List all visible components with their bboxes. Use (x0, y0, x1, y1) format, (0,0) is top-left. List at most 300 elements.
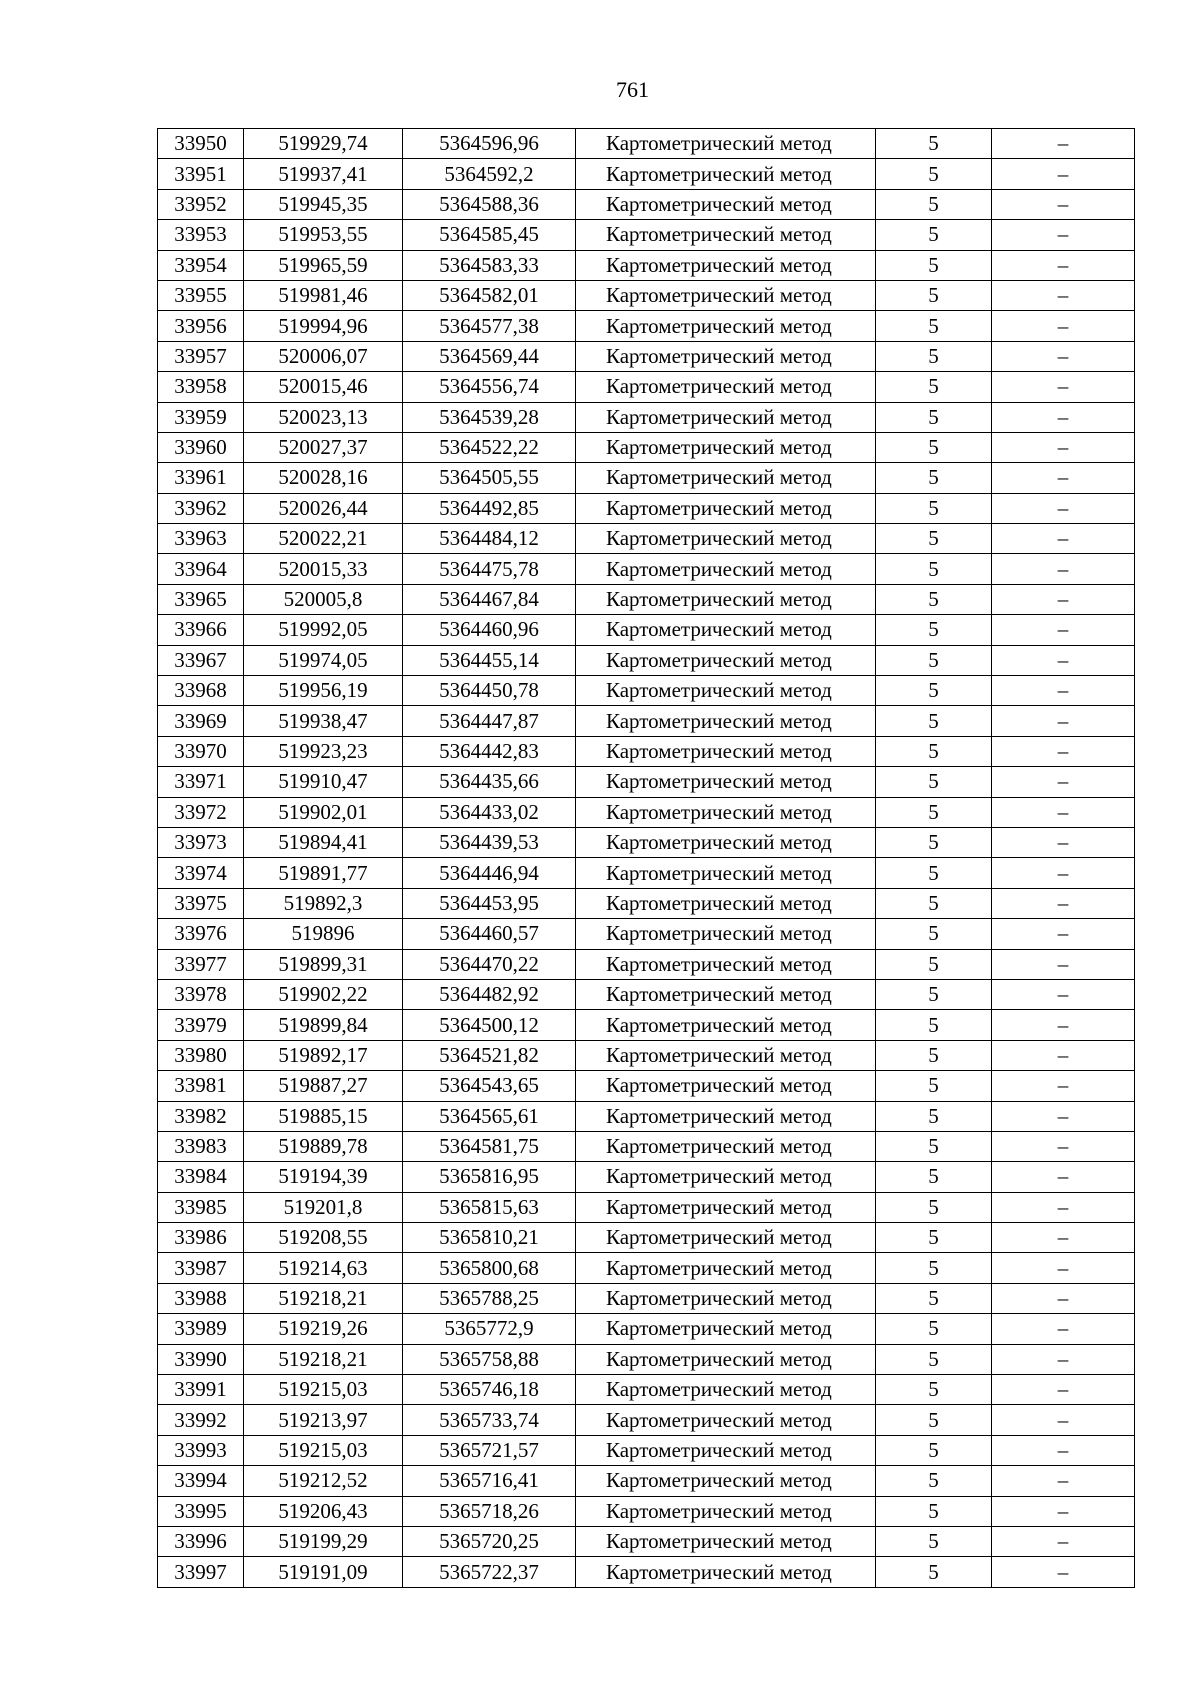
accuracy-cell: 5 (876, 1223, 992, 1253)
description-cell: – (992, 524, 1135, 554)
description-cell: – (992, 676, 1135, 706)
x-coordinate-cell: 519194,39 (244, 1162, 403, 1192)
description-cell: – (992, 1071, 1135, 1101)
x-coordinate-cell: 520027,37 (244, 432, 403, 462)
point-number-cell: 33960 (158, 432, 244, 462)
description-cell: – (992, 1101, 1135, 1131)
description-cell: – (992, 1131, 1135, 1161)
table-row (158, 280, 1135, 310)
method-cell (576, 858, 876, 888)
accuracy-cell: 5 (876, 220, 992, 250)
y-coordinate-cell: 5364442,83 (403, 736, 576, 766)
table-row (158, 736, 1135, 766)
table-row (158, 432, 1135, 462)
y-coordinate-cell: 5365716,41 (403, 1466, 576, 1496)
point-number-cell: 33971 (158, 767, 244, 797)
table-row (158, 1071, 1135, 1101)
method-label: Картометрический метод (606, 313, 832, 338)
x-coordinate-cell: 519945,35 (244, 189, 403, 219)
table-row (158, 584, 1135, 614)
x-coordinate-cell: 520005,8 (244, 584, 403, 614)
y-coordinate-cell: 5364467,84 (403, 584, 576, 614)
x-coordinate-cell: 519892,17 (244, 1040, 403, 1070)
table-row (158, 1010, 1135, 1040)
x-coordinate-cell: 519929,74 (244, 129, 403, 159)
y-coordinate-cell: 5365788,25 (403, 1283, 576, 1313)
table-row (158, 311, 1135, 341)
x-coordinate-cell: 519885,15 (244, 1101, 403, 1131)
accuracy-cell: 5 (876, 1253, 992, 1283)
method-cell (576, 949, 876, 979)
description-cell: – (992, 584, 1135, 614)
description-cell: – (992, 1223, 1135, 1253)
point-number-cell: 33981 (158, 1071, 244, 1101)
method-cell (576, 524, 876, 554)
point-number-cell: 33965 (158, 584, 244, 614)
x-coordinate-cell: 519923,23 (244, 736, 403, 766)
y-coordinate-cell: 5364539,28 (403, 402, 576, 432)
x-coordinate-cell: 519199,29 (244, 1526, 403, 1556)
method-label: Картометрический метод (606, 1255, 832, 1280)
x-coordinate-cell: 520006,07 (244, 341, 403, 371)
method-label: Картометрический метод (606, 951, 832, 976)
x-coordinate-cell: 520023,13 (244, 402, 403, 432)
accuracy-cell: 5 (876, 949, 992, 979)
accuracy-cell: 5 (876, 979, 992, 1009)
x-coordinate-cell: 519994,96 (244, 311, 403, 341)
method-cell (576, 584, 876, 614)
y-coordinate-cell: 5365816,95 (403, 1162, 576, 1192)
y-coordinate-cell: 5364585,45 (403, 220, 576, 250)
description-cell: – (992, 645, 1135, 675)
y-coordinate-cell: 5365722,37 (403, 1557, 576, 1587)
description-cell: – (992, 706, 1135, 736)
accuracy-cell: 5 (876, 1314, 992, 1344)
method-cell (576, 1131, 876, 1161)
point-number-cell: 33976 (158, 919, 244, 949)
accuracy-cell: 5 (876, 129, 992, 159)
point-number-cell: 33997 (158, 1557, 244, 1587)
table-row (158, 1557, 1135, 1587)
point-number-cell: 33996 (158, 1526, 244, 1556)
description-cell: – (992, 1040, 1135, 1070)
table-row (158, 858, 1135, 888)
point-number-cell: 33986 (158, 1223, 244, 1253)
point-number-cell: 33993 (158, 1435, 244, 1465)
description-cell: – (992, 1405, 1135, 1435)
y-coordinate-cell: 5364596,96 (403, 129, 576, 159)
method-label: Картометрический метод (606, 1134, 832, 1159)
method-label: Картометрический метод (606, 404, 832, 429)
method-label: Картометрический метод (606, 374, 832, 399)
x-coordinate-cell: 519191,09 (244, 1557, 403, 1587)
accuracy-cell: 5 (876, 858, 992, 888)
y-coordinate-cell: 5364482,92 (403, 979, 576, 1009)
x-coordinate-cell: 519974,05 (244, 645, 403, 675)
y-coordinate-cell: 5364500,12 (403, 1010, 576, 1040)
x-coordinate-cell: 519992,05 (244, 615, 403, 645)
accuracy-cell: 5 (876, 1162, 992, 1192)
point-number-cell: 33959 (158, 402, 244, 432)
x-coordinate-cell: 519902,01 (244, 797, 403, 827)
y-coordinate-cell: 5364583,33 (403, 250, 576, 280)
point-number-cell: 33954 (158, 250, 244, 280)
y-coordinate-cell: 5364475,78 (403, 554, 576, 584)
accuracy-cell: 5 (876, 676, 992, 706)
table-row (158, 493, 1135, 523)
y-coordinate-cell: 5364470,22 (403, 949, 576, 979)
point-number-cell: 33979 (158, 1010, 244, 1040)
y-coordinate-cell: 5364577,38 (403, 311, 576, 341)
description-cell: – (992, 432, 1135, 462)
table-row (158, 645, 1135, 675)
y-coordinate-cell: 5364433,02 (403, 797, 576, 827)
x-coordinate-cell: 519965,59 (244, 250, 403, 280)
method-cell (576, 1375, 876, 1405)
accuracy-cell: 5 (876, 827, 992, 857)
method-cell (576, 250, 876, 280)
x-coordinate-cell: 519206,43 (244, 1496, 403, 1526)
accuracy-cell: 5 (876, 463, 992, 493)
description-cell: – (992, 129, 1135, 159)
y-coordinate-cell: 5364565,61 (403, 1101, 576, 1131)
table-row (158, 1283, 1135, 1313)
table-row (158, 827, 1135, 857)
point-number-cell: 33973 (158, 827, 244, 857)
method-cell (576, 1435, 876, 1465)
method-cell (576, 1192, 876, 1222)
method-label: Картометрический метод (606, 1529, 832, 1554)
description-cell: – (992, 554, 1135, 584)
method-cell (576, 220, 876, 250)
point-number-cell: 33969 (158, 706, 244, 736)
y-coordinate-cell: 5364581,75 (403, 1131, 576, 1161)
description-cell: – (992, 919, 1135, 949)
accuracy-cell: 5 (876, 584, 992, 614)
method-label: Картометрический метод (606, 283, 832, 308)
description-cell: – (992, 1496, 1135, 1526)
method-label: Картометрический метод (606, 921, 832, 946)
description-cell: – (992, 1192, 1135, 1222)
y-coordinate-cell: 5364569,44 (403, 341, 576, 371)
description-cell: – (992, 1314, 1135, 1344)
method-label: Картометрический метод (606, 1225, 832, 1250)
description-cell: – (992, 736, 1135, 766)
y-coordinate-cell: 5364460,57 (403, 919, 576, 949)
accuracy-cell: 5 (876, 1466, 992, 1496)
point-number-cell: 33952 (158, 189, 244, 219)
accuracy-cell: 5 (876, 1435, 992, 1465)
table-row (158, 554, 1135, 584)
method-cell (576, 1283, 876, 1313)
method-label: Картометрический метод (606, 1164, 832, 1189)
x-coordinate-cell: 520015,33 (244, 554, 403, 584)
method-cell (576, 645, 876, 675)
x-coordinate-cell: 519899,84 (244, 1010, 403, 1040)
x-coordinate-cell: 519899,31 (244, 949, 403, 979)
table-row (158, 949, 1135, 979)
description-cell: – (992, 949, 1135, 979)
table-row (158, 250, 1135, 280)
description-cell: – (992, 1375, 1135, 1405)
method-cell (576, 1557, 876, 1587)
method-label: Картометрический метод (606, 799, 832, 824)
x-coordinate-cell: 519891,77 (244, 858, 403, 888)
accuracy-cell: 5 (876, 402, 992, 432)
method-cell (576, 706, 876, 736)
method-label: Картометрический метод (606, 556, 832, 581)
method-label: Картометрический метод (606, 495, 832, 520)
point-number-cell: 33989 (158, 1314, 244, 1344)
accuracy-cell: 5 (876, 280, 992, 310)
table-row (158, 1496, 1135, 1526)
y-coordinate-cell: 5365746,18 (403, 1375, 576, 1405)
point-number-cell: 33991 (158, 1375, 244, 1405)
point-number-cell: 33990 (158, 1344, 244, 1374)
y-coordinate-cell: 5364521,82 (403, 1040, 576, 1070)
method-label: Картометрический метод (606, 982, 832, 1007)
accuracy-cell: 5 (876, 311, 992, 341)
method-label: Картометрический метод (606, 1316, 832, 1341)
y-coordinate-cell: 5364484,12 (403, 524, 576, 554)
table-row (158, 1162, 1135, 1192)
description-cell: – (992, 250, 1135, 280)
table-row (158, 1192, 1135, 1222)
accuracy-cell: 5 (876, 736, 992, 766)
method-cell (576, 676, 876, 706)
y-coordinate-cell: 5364446,94 (403, 858, 576, 888)
accuracy-cell: 5 (876, 1526, 992, 1556)
method-cell (576, 1071, 876, 1101)
method-label: Картометрический метод (606, 1498, 832, 1523)
x-coordinate-cell: 519218,21 (244, 1283, 403, 1313)
method-cell (576, 1010, 876, 1040)
x-coordinate-cell: 519887,27 (244, 1071, 403, 1101)
accuracy-cell: 5 (876, 341, 992, 371)
y-coordinate-cell: 5364435,66 (403, 767, 576, 797)
y-coordinate-cell: 5364556,74 (403, 372, 576, 402)
table-row (158, 372, 1135, 402)
x-coordinate-cell: 519213,97 (244, 1405, 403, 1435)
accuracy-cell: 5 (876, 645, 992, 675)
method-label: Картометрический метод (606, 252, 832, 277)
x-coordinate-cell: 519981,46 (244, 280, 403, 310)
accuracy-cell: 5 (876, 888, 992, 918)
accuracy-cell: 5 (876, 1557, 992, 1587)
table-row (158, 1101, 1135, 1131)
table-row (158, 1040, 1135, 1070)
table-row (158, 676, 1135, 706)
method-label: Картометрический метод (606, 769, 832, 794)
accuracy-cell: 5 (876, 1344, 992, 1374)
y-coordinate-cell: 5364450,78 (403, 676, 576, 706)
table-row (158, 1131, 1135, 1161)
y-coordinate-cell: 5364505,55 (403, 463, 576, 493)
method-label: Картометрический метод (606, 1042, 832, 1067)
description-cell: – (992, 341, 1135, 371)
table-row (158, 129, 1135, 159)
point-number-cell: 33978 (158, 979, 244, 1009)
accuracy-cell: 5 (876, 372, 992, 402)
method-label: Картометрический метод (606, 191, 832, 216)
method-label: Картометрический метод (606, 860, 832, 885)
accuracy-cell: 5 (876, 1283, 992, 1313)
table-row (158, 706, 1135, 736)
table-row (158, 919, 1135, 949)
y-coordinate-cell: 5364582,01 (403, 280, 576, 310)
y-coordinate-cell: 5364447,87 (403, 706, 576, 736)
method-label: Картометрический метод (606, 1377, 832, 1402)
table-row (158, 402, 1135, 432)
x-coordinate-cell: 519201,8 (244, 1192, 403, 1222)
accuracy-cell: 5 (876, 1496, 992, 1526)
accuracy-cell: 5 (876, 919, 992, 949)
method-cell (576, 1526, 876, 1556)
y-coordinate-cell: 5364592,2 (403, 159, 576, 189)
description-cell: – (992, 888, 1135, 918)
method-cell (576, 888, 876, 918)
x-coordinate-cell: 519215,03 (244, 1435, 403, 1465)
point-number-cell: 33957 (158, 341, 244, 371)
y-coordinate-cell: 5365772,9 (403, 1314, 576, 1344)
accuracy-cell: 5 (876, 615, 992, 645)
table-row (158, 979, 1135, 1009)
description-cell: – (992, 979, 1135, 1009)
point-number-cell: 33985 (158, 1192, 244, 1222)
x-coordinate-cell: 519938,47 (244, 706, 403, 736)
method-label: Картометрический метод (606, 587, 832, 612)
method-cell (576, 159, 876, 189)
point-number-cell: 33972 (158, 797, 244, 827)
point-number-cell: 33958 (158, 372, 244, 402)
table-row (158, 341, 1135, 371)
accuracy-cell: 5 (876, 1192, 992, 1222)
table-row (158, 1223, 1135, 1253)
table-row (158, 888, 1135, 918)
table-row (158, 220, 1135, 250)
description-cell: – (992, 189, 1135, 219)
table-row (158, 189, 1135, 219)
method-label: Картометрический метод (606, 739, 832, 763)
point-number-cell: 33994 (158, 1466, 244, 1496)
x-coordinate-cell: 519937,41 (244, 159, 403, 189)
x-coordinate-cell: 519214,63 (244, 1253, 403, 1283)
method-label: Картометрический метод (606, 465, 832, 490)
method-label: Картометрический метод (606, 1407, 832, 1432)
y-coordinate-cell: 5365815,63 (403, 1192, 576, 1222)
accuracy-cell: 5 (876, 189, 992, 219)
x-coordinate-cell: 520022,21 (244, 524, 403, 554)
y-coordinate-cell: 5365733,74 (403, 1405, 576, 1435)
description-cell: – (992, 797, 1135, 827)
method-label: Картометрический метод (606, 161, 832, 186)
method-label: Картометрический метод (606, 708, 832, 733)
method-cell (576, 554, 876, 584)
method-label: Картометрический метод (606, 131, 832, 156)
method-cell (576, 463, 876, 493)
method-label: Картометрический метод (606, 830, 832, 855)
accuracy-cell: 5 (876, 1071, 992, 1101)
point-number-cell: 33950 (158, 129, 244, 159)
accuracy-cell: 5 (876, 250, 992, 280)
point-number-cell: 33975 (158, 888, 244, 918)
method-cell (576, 129, 876, 159)
method-label: Картометрический метод (606, 678, 832, 703)
y-coordinate-cell: 5364492,85 (403, 493, 576, 523)
method-label: Картометрический метод (606, 1012, 832, 1037)
method-cell (576, 1223, 876, 1253)
y-coordinate-cell: 5364522,22 (403, 432, 576, 462)
method-label: Картометрический метод (606, 1194, 832, 1219)
table-row (158, 1375, 1135, 1405)
method-cell (576, 919, 876, 949)
description-cell: – (992, 827, 1135, 857)
description-cell: – (992, 1283, 1135, 1313)
y-coordinate-cell: 5364588,36 (403, 189, 576, 219)
description-cell: – (992, 159, 1135, 189)
point-number-cell: 33966 (158, 615, 244, 645)
page-number: 761 (616, 77, 649, 102)
method-cell (576, 372, 876, 402)
x-coordinate-cell: 520026,44 (244, 493, 403, 523)
method-cell (576, 189, 876, 219)
method-cell (576, 432, 876, 462)
description-cell: – (992, 767, 1135, 797)
method-label: Картометрический метод (606, 1559, 832, 1584)
x-coordinate-cell: 519219,26 (244, 1314, 403, 1344)
method-label: Картометрический метод (606, 1468, 832, 1493)
method-cell (576, 1466, 876, 1496)
table-row (158, 1466, 1135, 1496)
method-cell (576, 280, 876, 310)
method-cell (576, 1314, 876, 1344)
table-row (158, 1344, 1135, 1374)
method-cell (576, 736, 876, 766)
point-number-cell: 33992 (158, 1405, 244, 1435)
accuracy-cell: 5 (876, 797, 992, 827)
accuracy-cell: 5 (876, 1405, 992, 1435)
method-cell (576, 615, 876, 645)
description-cell: – (992, 220, 1135, 250)
description-cell: – (992, 1344, 1135, 1374)
x-coordinate-cell: 519910,47 (244, 767, 403, 797)
y-coordinate-cell: 5365758,88 (403, 1344, 576, 1374)
method-cell (576, 1344, 876, 1374)
description-cell: – (992, 1253, 1135, 1283)
description-cell: – (992, 402, 1135, 432)
point-number-cell: 33983 (158, 1131, 244, 1161)
description-cell: – (992, 615, 1135, 645)
point-number-cell: 33982 (158, 1101, 244, 1131)
method-cell (576, 979, 876, 1009)
accuracy-cell: 5 (876, 524, 992, 554)
x-coordinate-cell: 519896 (244, 919, 403, 949)
table-row (158, 1405, 1135, 1435)
method-label: Картометрический метод (606, 647, 832, 672)
method-cell (576, 402, 876, 432)
point-number-cell: 33977 (158, 949, 244, 979)
x-coordinate-cell: 519889,78 (244, 1131, 403, 1161)
method-label: Картометрический метод (606, 890, 832, 915)
description-cell: – (992, 280, 1135, 310)
x-coordinate-cell: 520015,46 (244, 372, 403, 402)
y-coordinate-cell: 5365720,25 (403, 1526, 576, 1556)
method-label: Картометрический метод (606, 526, 832, 551)
point-number-cell: 33980 (158, 1040, 244, 1070)
point-number-cell: 33984 (158, 1162, 244, 1192)
table-row (158, 615, 1135, 645)
y-coordinate-cell: 5364439,53 (403, 827, 576, 857)
